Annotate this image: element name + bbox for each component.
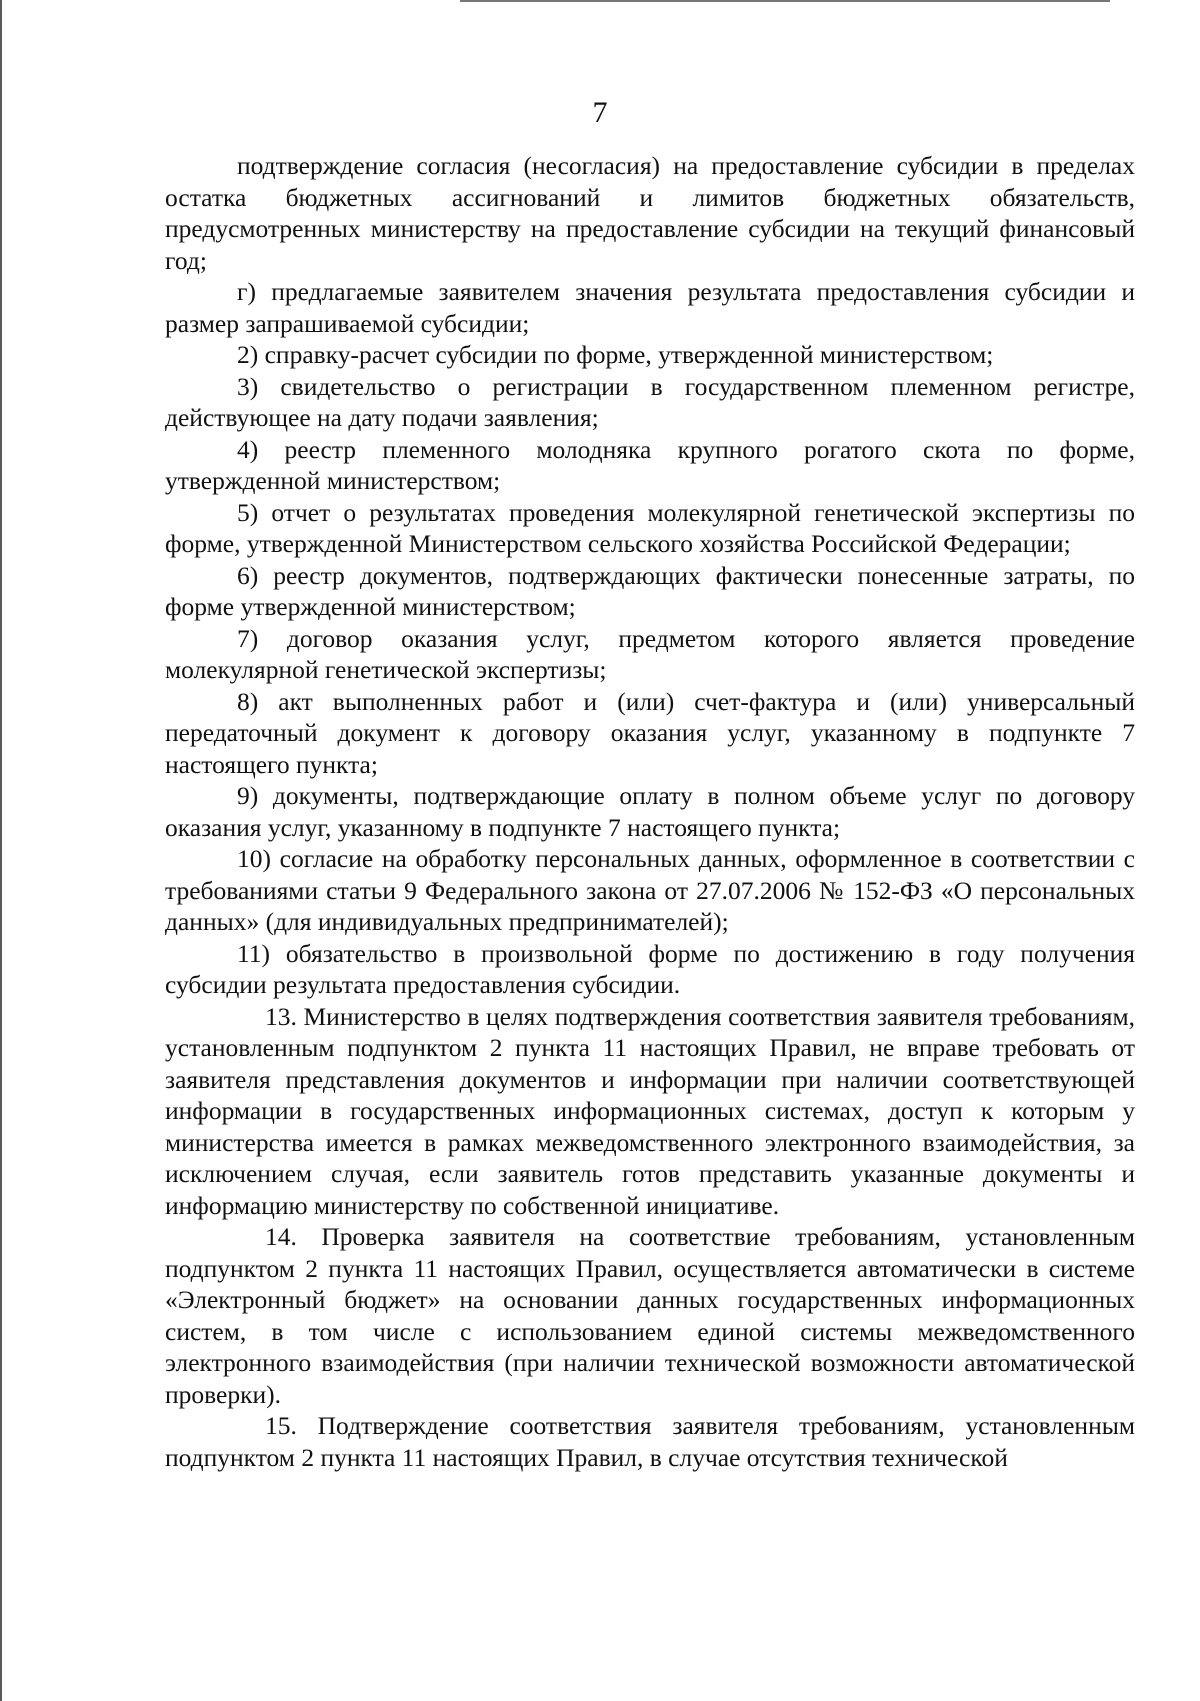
paragraph-item-10: 10) согласие на обработку персональных данных, оформленное в соответствии с требованиями статьи 9 Федерального закона от 27.07.2006 № 152-ФЗ «О персональных данных» (для индивидуальных предпринимателей); (165, 844, 1135, 936)
paragraph-item-9: 9) документы, подтверждающие оплату в полном объеме услуг по договору оказания услуг, указанному в подпункте 7 настоящего пункта; (165, 781, 1135, 842)
paragraph-item-4: 4) реестр племенного молодняка крупного рогатого скота по форме, утвержденной министерством; (165, 434, 1135, 495)
page-number: 7 (592, 96, 608, 129)
paragraph-consent-confirmation: подтверждение согласия (несогласия) на предоставление субсидии в пределах остатка бюджетных ассигнований и лимитов бюджетных обязательств, предусмотренных министерству на предоставление субсидии на текущий финансовый год; (165, 151, 1135, 275)
paragraph-item-5: 5) отчет о результатах проведения молекулярной генетической экспертизы по форме, утвержденной Министерством сельского хозяйства Российской Федерации; (165, 497, 1135, 558)
paragraph-item-8: 8) акт выполненных работ и (или) счет-фактура и (или) универсальный передаточный документ к договору оказания услуг, указанному в подпункте 7 настоящего пункта; (165, 686, 1135, 779)
document-body (165, 150, 1135, 1473)
paragraph-item-2: 2) справку-расчет субсидии по форме, утвержденной министерством; (237, 340, 994, 369)
paragraph-section-15: 15. Подтверждение соответствия заявителя требованиям, установленным подпунктом 2 пункта 11 настоящих Правил, в случае отсутствия технической (165, 1411, 1135, 1472)
paragraph-section-13: 13. Министерство в целях подтверждения соответствия заявителя требованиям, установленным подпунктом 2 пункта 11 настоящих Правил, не вправе требовать от заявителя представления документов и информации при наличии соответствующей информации в государственных информационных системах, доступ к которым у министерства имеется в рамках межведомственного электронного взаимодействия, за исключением случая, если заявитель готов представить указанные документы и информацию министерству по собственной инициативе. (165, 1001, 1135, 1220)
paragraph-item-6: 6) реестр документов, подтверждающих фактически понесенные затраты, по форме утвержденной министерством; (165, 560, 1135, 621)
scan-edge-top (460, 0, 1110, 2)
scan-edge-left (0, 0, 2, 1701)
paragraph-item-11: 11) обязательство в произвольной форме по достижению в году получения субсидии результата предоставления субсидии. (165, 938, 1135, 999)
paragraph-item-7: 7) договор оказания услуг, предметом которого является проведение молекулярной генетической экспертизы; (165, 623, 1135, 684)
paragraph-item-g: г) предлагаемые заявителем значения результата предоставления субсидии и размер запрашиваемой субсидии; (165, 277, 1135, 338)
paragraph-section-14: 14. Проверка заявителя на соответствие требованиям, установленным подпунктом 2 пункта 11 настоящих Правил, осуществляется автоматически в системе «Электронный бюджет» на основании данных государственных информационных систем, в том числе с использованием единой системы межведомственного электронного взаимодействия (при наличии технической возможности автоматической проверки). (165, 1222, 1135, 1409)
paragraph-item-3: 3) свидетельство о регистрации в государственном племенном регистре, действующее на дату подачи заявления; (165, 371, 1135, 432)
